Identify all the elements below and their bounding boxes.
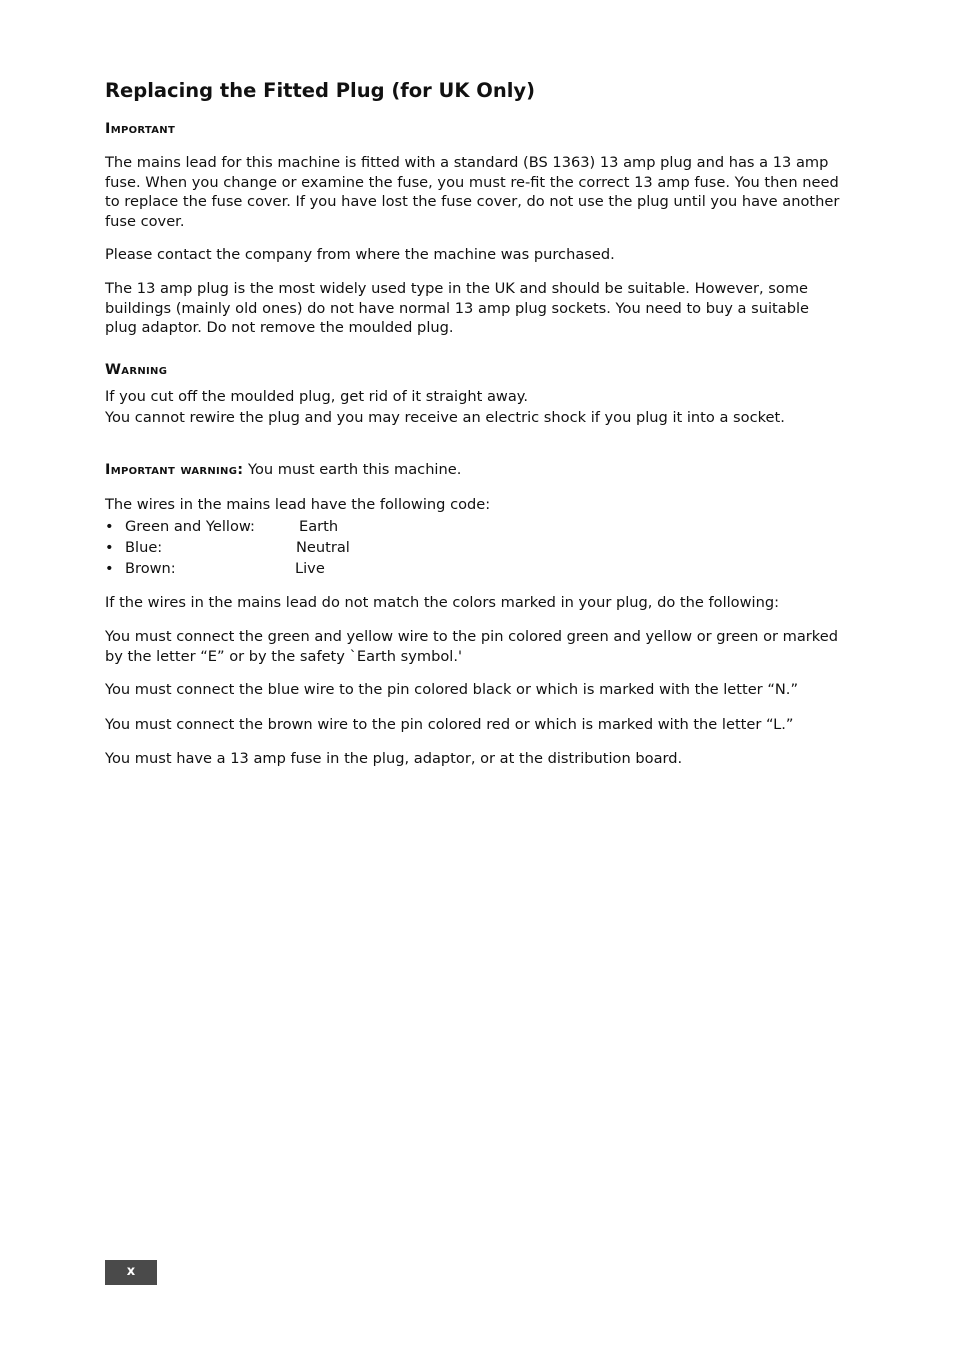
instructions-paragraph-1: If the wires in the mains lead do not match the colors marked in your plug, do the following: (105, 594, 780, 611)
text-line: plug adaptor. Do not remove the moulded plug. (105, 319, 454, 336)
text-line: fuse. When you change or examine the fuse, you must re-fit the correct 13 amp fuse. You then need (105, 173, 839, 191)
wire-role-value: Earth (299, 518, 339, 535)
text-line: You must connect the green and yellow wire to the pin colored green and yellow or green or marked (105, 628, 838, 645)
instructions-paragraph-2 (105, 627, 838, 666)
wire-color-label: Green and Yellow: (125, 518, 255, 535)
wire-color-label: Brown: (125, 560, 176, 577)
wire-role-value: Live (295, 560, 325, 577)
text-line: buildings (mainly old ones) do not have normal 13 amp plug sockets. You need to buy a suitable (105, 299, 809, 317)
text-line: The mains lead for this machine is fitted with a standard (BS 1363) 13 amp plug and has a 13 amp (105, 154, 829, 171)
important-paragraph-2: Please contact the company from where the machine was purchased. (105, 246, 615, 263)
page-number-tab (105, 1260, 157, 1285)
instructions-paragraph-3: You must connect the blue wire to the pin colored black or which is marked with the letter “N.” (105, 681, 799, 698)
warning-line-2: You cannot rewire the plug and you may receive an electric shock if you plug it into a socket. (105, 409, 785, 426)
page-number: x (126, 1264, 136, 1279)
important-heading (105, 119, 175, 140)
text-line: by the letter “E” or by the safety `Earth symbol.' (105, 647, 462, 665)
important-warning-heading: Important warning: (105, 462, 244, 478)
instructions-paragraph-5: You must have a 13 amp fuse in the plug, adaptor, or at the distribution board. (105, 750, 683, 767)
important-paragraph-1 (105, 153, 839, 231)
important-paragraph-3 (105, 279, 809, 338)
warning-heading (105, 360, 167, 381)
important-warning-text: You must earth this machine. (243, 461, 462, 478)
instructions-paragraph-4: You must connect the brown wire to the pin colored red or which is marked with the letter “L.” (105, 716, 794, 733)
important-warning (105, 460, 461, 481)
bullet: • (105, 518, 114, 535)
wire-role-value: Neutral (296, 539, 350, 556)
text-line: to replace the fuse cover. If you have lost the fuse cover, do not use the plug until you have another (105, 193, 840, 210)
bullet: • (105, 539, 114, 556)
important-heading-text: Important (105, 121, 176, 137)
bullet: • (105, 560, 114, 577)
text-line: The 13 amp plug is the most widely used type in the UK and should be suitable. However, some (105, 280, 809, 297)
wire-color-label: Blue: (125, 539, 163, 556)
page-title: Replacing the Fitted Plug (for UK Only) (105, 79, 536, 102)
wires-intro: The wires in the mains lead have the following code: (105, 496, 491, 513)
text-line: fuse cover. (105, 212, 185, 230)
warning-heading-text: Warning (105, 362, 168, 378)
warning-line-1: If you cut off the moulded plug, get rid of it straight away. (105, 388, 528, 405)
